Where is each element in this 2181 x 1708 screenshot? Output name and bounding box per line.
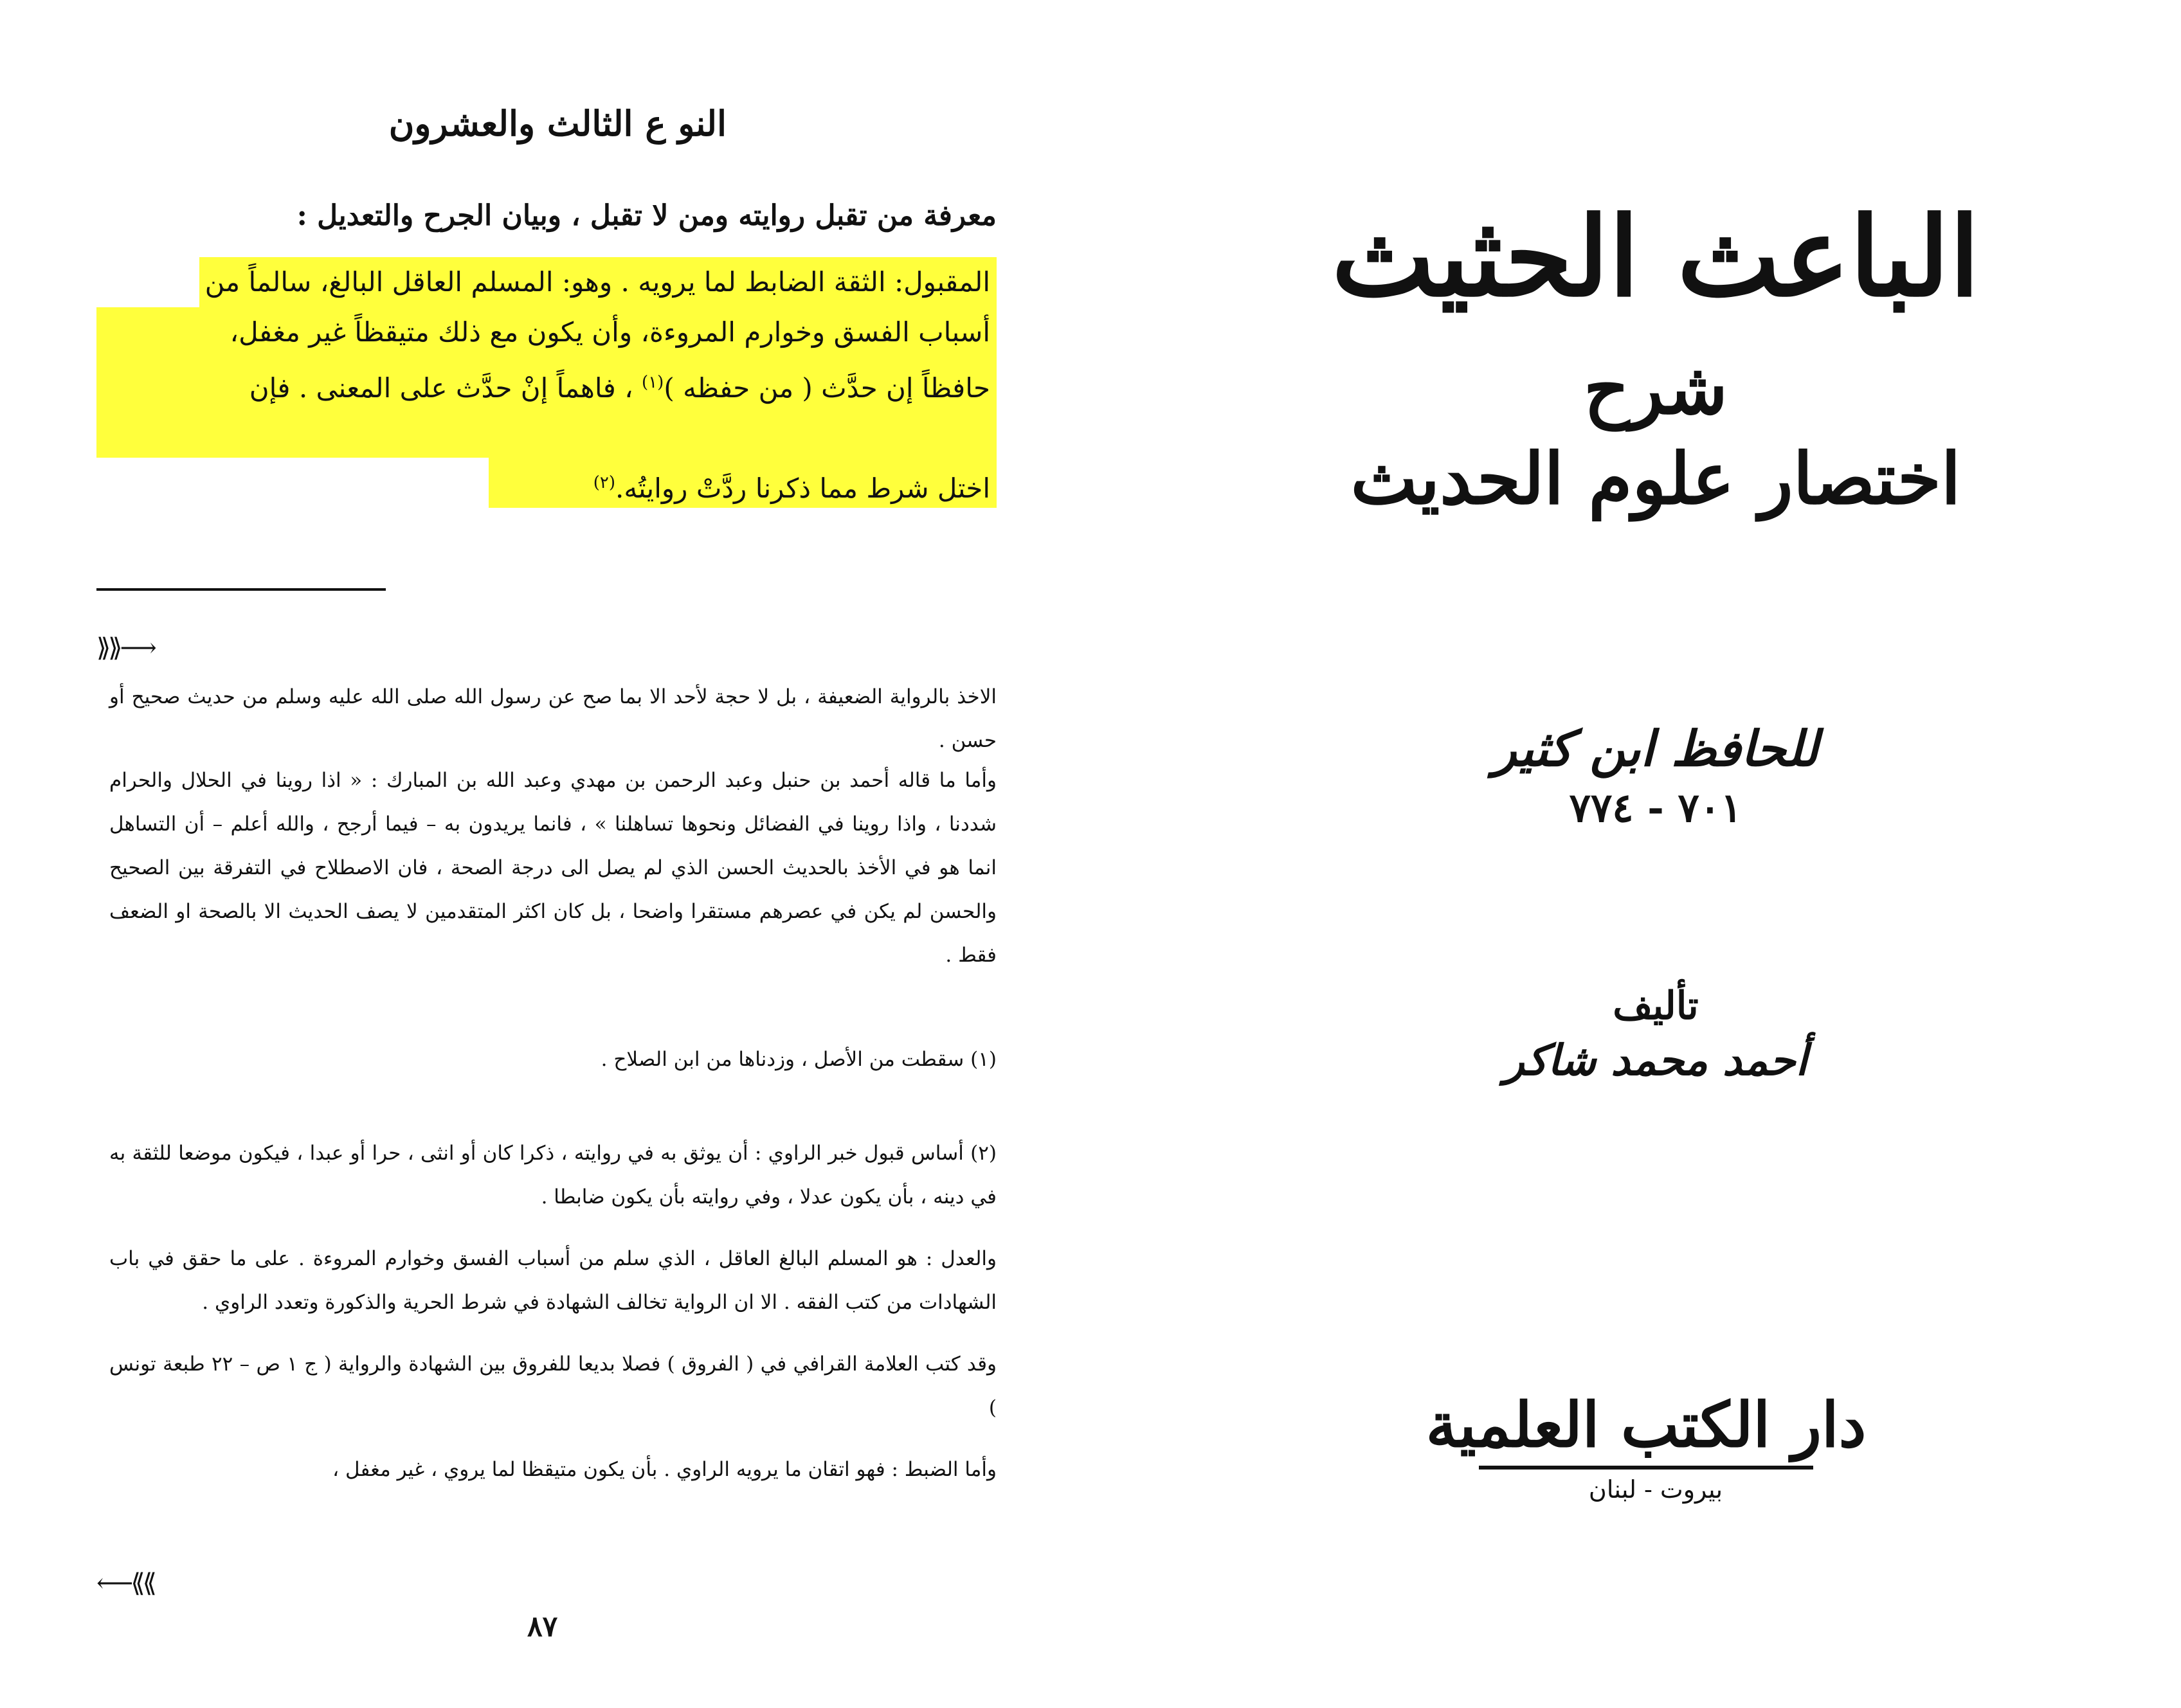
note-continuation <box>109 759 997 977</box>
footnote-paragraph: والعدل : هو المسلم البالغ العاقل ، الذي سلم من أسباب الفسق وخوارم المروءة . على ما حقق في باب الشهادات من كتب الفقه . الا ان الرواية تخالف الشهادة في شرط الحرية والذكورة وتعدد الراوي . <box>109 1247 997 1314</box>
footnote-separator <box>96 588 386 591</box>
chapter-title: النو ع الثالث والعشرون <box>388 103 727 144</box>
author-dates: ٧٠١ - ٧٧٤ <box>1569 784 1742 831</box>
footnote-paragraph: وأما الضبط : فهو اتقان ما يرويه الراوي . بأن يكون متيقظا لما يروي ، غير مغفل ، <box>332 1458 997 1481</box>
definition-line <box>593 458 990 514</box>
definition-line: المقبول: الثقة الضابط لما يرويه . وهو: المسلم العاقل البالغ، سالماً من <box>204 266 990 298</box>
highlight-bar <box>96 408 997 458</box>
book-subtitle: شرح <box>1584 347 1728 430</box>
book-title: الباعث الحثيث <box>1332 193 1980 321</box>
footnote-paragraph: (٢) أساس قبول خبر الراوي : أن يوثق به في روايته ، ذكرا كان أو انثى ، حرا أو عبدا ، فيكون موضعا للثقة به في دينه ، بأن يكون عدلا ، وفي روايته بأن يكون ضابطا . <box>109 1142 997 1209</box>
continuation-arrow-icon: ⟫⟫⟶ <box>96 633 154 663</box>
left-page <box>96 77 997 1684</box>
footnote-2 <box>109 1131 997 1509</box>
definition-line-part: اختل شرط مما ذكرنا ردَّتْ روايتُه. <box>615 472 990 504</box>
definition-line: أسباب الفسق وخوارم المروءة، وأن يكون مع ذلك متيقظاً غير مغفل، <box>230 316 990 348</box>
note-continuation <box>109 675 997 762</box>
book-subtitle: اختصار علوم الحديث <box>1350 437 1961 520</box>
title-page <box>1318 167 2090 1646</box>
note-paragraph: وأما ما قاله أحمد بن حنبل وعبد الرحمن بن مهدي وعبد الله بن المبارك : « اذا روينا في الحلال والحرام شددنا ، واذا روينا في الفضائل ونحوها تساهلنا » ، فانما يريدون به – فيما أرجح ، والله أعلم – أن التساهل انما هو في الأخذ بالحديث الحسن الذي لم يصل الى درجة الصحة ، فان الاصطلاح في التفرقة بين الصحيح والحسن لم يكن في عصرهم مستقرا واضحا ، بل كان اكثر المتقدمين لا يصف الحديث الا بالصحة او الضعف فقط . <box>109 769 997 967</box>
compiled-by-label: تأليف <box>1613 984 1699 1029</box>
footnote-1: (١) سقطت من الأصل ، وزدناها من ابن الصلاح . <box>601 1048 997 1071</box>
section-heading: معرفة من تقبل روايته ومن لا تقبل ، وبيان الجرح والتعديل : <box>296 199 997 232</box>
footnote-paragraph: وقد كتب العلامة القرافي في ( الفروق ) فصلا بديعا للفروق بين الشهادة والرواية ( ج ١ ص – ٢٢ طبعة تونس ) <box>109 1353 997 1419</box>
publisher-underline <box>1479 1466 1813 1470</box>
definition-line <box>249 357 990 413</box>
author-name: للحافظ ابن كثير <box>1492 720 1819 777</box>
footnote-ref-1: (١) <box>642 373 664 392</box>
publisher-city: بيروت - لبنان <box>1588 1475 1723 1504</box>
definition-line-part: ، فاهماً إنْ حدَّث على المعنى . فإن <box>249 372 642 404</box>
page-number: ٨٧ <box>527 1610 558 1643</box>
continuation-arrow-icon: ⟵⟪⟪ <box>96 1569 154 1598</box>
footnote-ref-2: (٢) <box>593 473 615 492</box>
definition-line-part: حافظاً إن حدَّث ( من حفظه ) <box>664 372 990 404</box>
editor-name: أحمد محمد شاكر <box>1504 1035 1807 1085</box>
publisher-logo: دار الكتب العلمية <box>1425 1389 1867 1461</box>
note-paragraph: الاخذ بالرواية الضعيفة ، بل لا حجة لأحد الا بما صح عن رسول الله صلى الله عليه وسلم من حديث صحيح أو حسن . <box>109 685 997 752</box>
